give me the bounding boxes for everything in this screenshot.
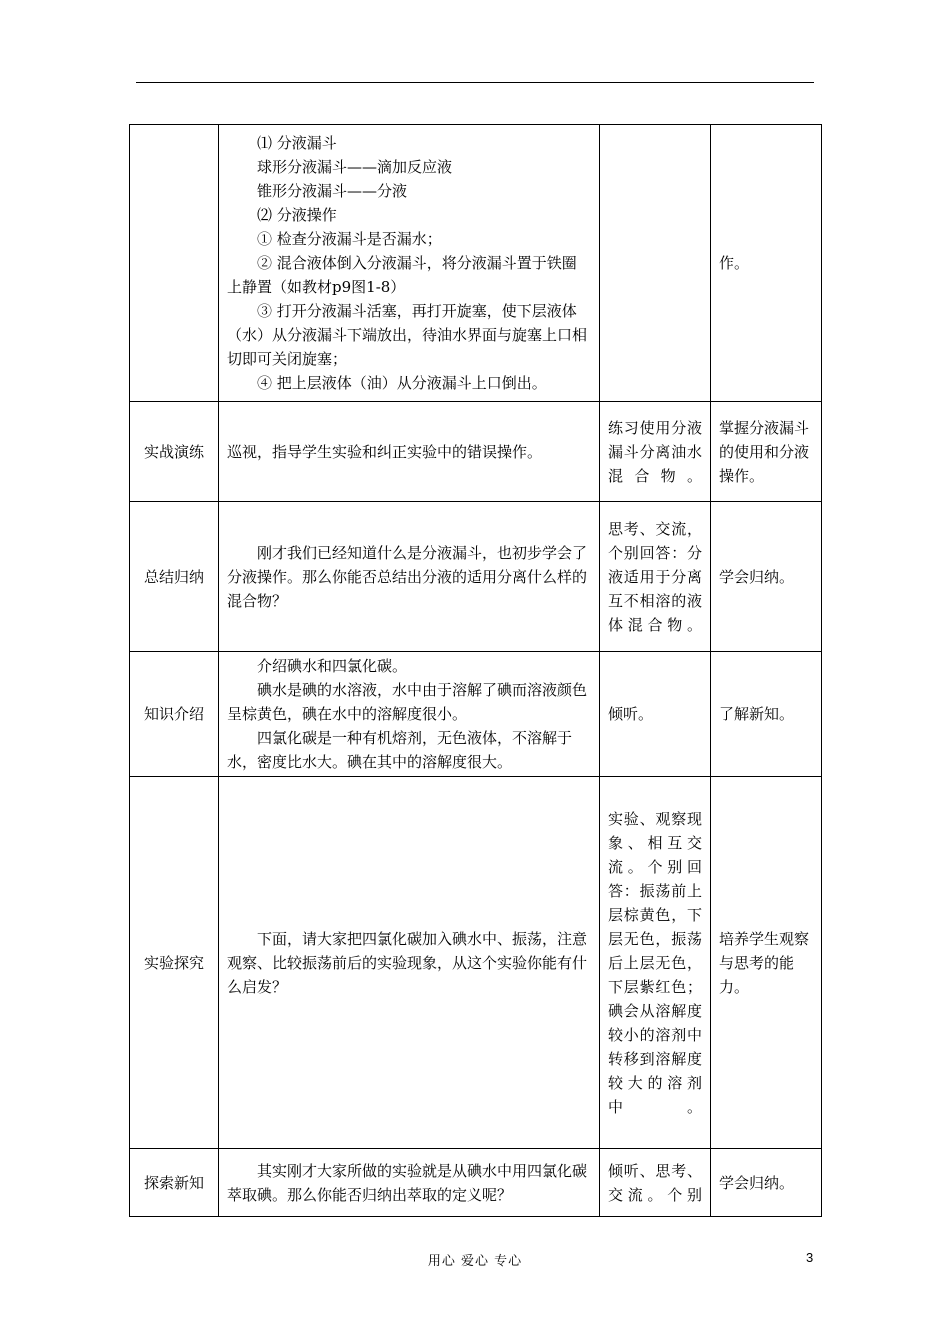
design-purpose-cell: 学会归纳。 [711, 1149, 822, 1217]
table-row [130, 125, 822, 402]
stage-cell: 总结归纳 [130, 502, 219, 652]
content-line: 四氯化碳是一种有机熔剂，无色液体，不溶解于水，密度比水大。碘在其中的溶解度很大。 [227, 729, 573, 771]
table-row [130, 777, 822, 1149]
teacher-activity-cell [219, 777, 600, 1149]
header-rule [136, 82, 814, 83]
student-activity-cell: 练习使用分液漏斗分离油水混合物。 [600, 402, 711, 502]
student-activity-cell: 倾听、思考、交流。个别 [600, 1149, 711, 1217]
student-activity-cell: 思考、交流，个别回答：分液适用于分离互不相溶的液体混合物。 [600, 502, 711, 652]
content-line: ④ 把上层液体（油）从分液漏斗上口倒出。 [257, 374, 547, 392]
page-footer: 用心 爱心 专心 [427, 1254, 523, 1269]
design-purpose-cell: 培养学生观察与思考的能力。 [711, 777, 822, 1149]
content-line: 刚才我们已经知道什么是分液漏斗，也初步学会了分液操作。那么你能否总结出分液的适用分离什么样的混合物？ [227, 543, 588, 610]
content-line: 下面，请大家把四氯化碳加入碘水中、振荡，注意观察、比较振荡前后的实验现象，从这个实验你能有什么启发？ [227, 929, 588, 996]
stage-cell [130, 125, 219, 402]
student-activity-cell: 实验、观察现象、相互交流。个别回答：振荡前上层棕黄色，下层无色，振荡后上层无色，下层紫红色；碘会从溶解度较小的溶剂中转移到溶解度较大的溶剂中。 [600, 777, 711, 1149]
teacher-activity-cell [219, 125, 600, 402]
content-line: 其实刚才大家所做的实验就是从碘水中用四氯化碳萃取碘。那么你能否归纳出萃取的定义呢？ [227, 1161, 588, 1204]
lesson-plan-table [129, 124, 822, 1217]
teacher-activity-cell [219, 402, 600, 502]
content-line: 巡视，指导学生实验和纠正实验中的错误操作。 [227, 442, 543, 461]
stage-cell: 知识介绍 [130, 652, 219, 777]
stage-cell: 探索新知 [130, 1149, 219, 1217]
design-purpose-cell: 学会归纳。 [711, 502, 822, 652]
design-purpose-cell: 作。 [711, 125, 822, 402]
content-line: 碘水是碘的水溶液，水中由于溶解了碘而溶液颜色呈棕黄色，碘在水中的溶解度很小。 [227, 681, 588, 723]
table-row [130, 1149, 822, 1217]
student-activity-cell: 倾听。 [600, 652, 711, 777]
stage-cell: 实战演练 [130, 402, 219, 502]
content-line: 介绍碘水和四氯化碳。 [257, 657, 408, 675]
content-line: ③ 打开分液漏斗活塞，再打开旋塞，使下层液体（水）从分液漏斗下端放出，待油水界面与旋塞上口相切即可关闭旋塞； [227, 302, 588, 368]
table-row [130, 652, 822, 777]
table-row [130, 502, 822, 652]
content-line: ⑵ 分液操作 [257, 206, 337, 224]
student-activity-cell [600, 125, 711, 402]
content-line: 球形分液漏斗——滴加反应液 [257, 158, 453, 176]
teacher-activity-cell [219, 652, 600, 777]
stage-cell: 实验探究 [130, 777, 219, 1149]
teacher-activity-cell [219, 1149, 600, 1217]
content-line: ② 混合液体倒入分液漏斗，将分液漏斗置于铁圈上静置（如教材p9图1-8） [227, 254, 577, 296]
design-purpose-cell: 掌握分液漏斗的使用和分液操作。 [711, 402, 822, 502]
teacher-activity-cell [219, 502, 600, 652]
table-row [130, 402, 822, 502]
design-purpose-cell: 了解新知。 [711, 652, 822, 777]
content-line: ⑴ 分液漏斗 [257, 134, 337, 152]
content-line: 锥形分液漏斗——分液 [257, 182, 408, 200]
page-number: 3 [806, 1250, 814, 1265]
content-line: ① 检查分液漏斗是否漏水； [257, 230, 442, 248]
